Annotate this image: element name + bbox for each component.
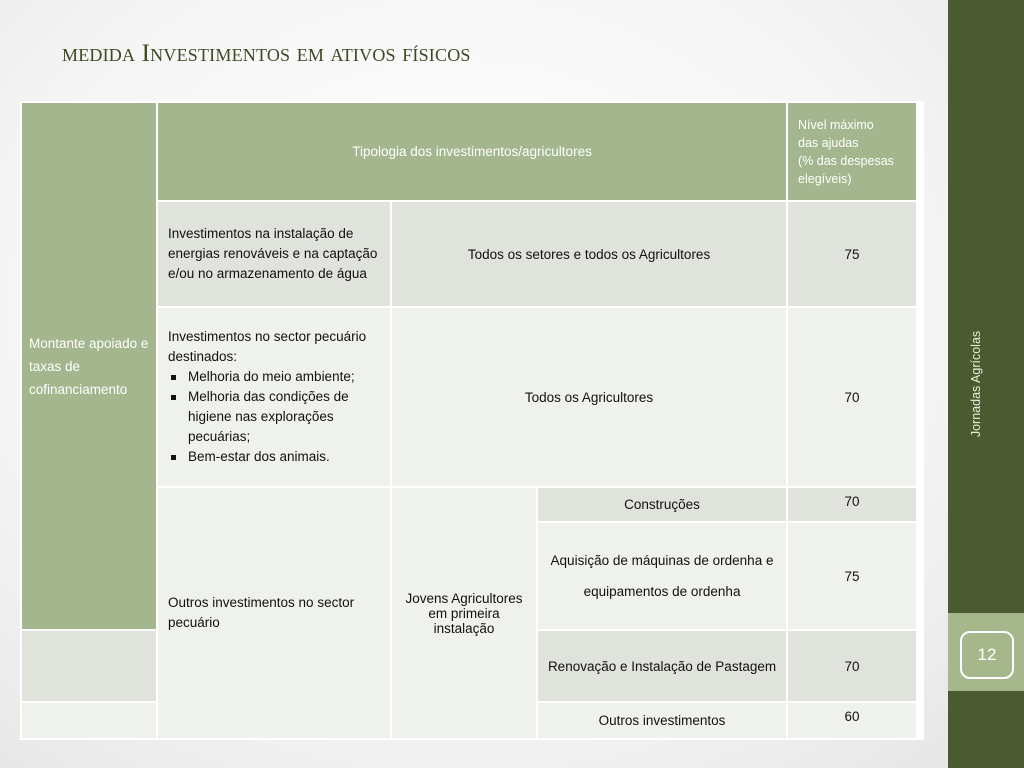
list-item [168, 447, 382, 467]
sub-item-label: Renovação e Instalação de Pastagem [537, 630, 787, 702]
row2-type-cell [157, 307, 391, 487]
bullet-square-icon [171, 455, 176, 460]
list-item-text: Melhoria das condições de higiene nas explorações pecuárias; [188, 389, 349, 444]
sub-item-value: 75 [787, 522, 917, 630]
row1-value-cell: 75 [787, 201, 917, 307]
sub-item-value: 70 [787, 487, 917, 522]
header-typology: Tipologia dos investimentos/agricultores [157, 102, 787, 201]
list-item [168, 387, 382, 447]
row-header-cell: Montante apoiado e taxas de cofinanciamento [21, 102, 157, 630]
side-label: Jornadas Agrícolas [969, 330, 983, 438]
row2-intro: Investimentos no sector pecuário destinados: [168, 329, 367, 364]
list-item-text: Melhoria do meio ambiente; [188, 369, 355, 384]
header-max-aid-line: (% das despesas [798, 153, 894, 168]
list-item [168, 367, 382, 387]
header-max-aid-line: Nível máximo [798, 117, 874, 132]
sub-item-label: Construções [537, 487, 787, 522]
header-max-aid-line: elegíveis) [798, 171, 852, 186]
support-table [20, 101, 918, 740]
header-max-aid-line: das ajudas [798, 135, 859, 150]
header-max-aid [787, 102, 917, 201]
slide-title: medida Investimentos em ativos físicos [62, 40, 471, 67]
support-table-container [20, 101, 924, 740]
row3-type-cell: Outros investimentos no sector pecuário [157, 487, 391, 739]
row2-bullet-list [168, 367, 382, 467]
sub-item-label: Outros investimentos [537, 702, 787, 739]
row3-beneficiaries-cell: Jovens Agricultores em primeira instalação [391, 487, 537, 739]
table-header-row [21, 102, 917, 201]
sub-item-label: Aquisição de máquinas de ordenha e equipamentos de ordenha [537, 522, 787, 630]
row2-value-cell: 70 [787, 307, 917, 487]
bullet-square-icon [171, 375, 176, 380]
bullet-square-icon [171, 395, 176, 400]
list-item-text: Bem-estar dos animais. [188, 449, 330, 464]
sub-item-value: 60 [787, 702, 917, 739]
row1-type-cell: Investimentos na instalação de energias renováveis e na captação e/ou no armazenamento de água [157, 201, 391, 307]
row2-beneficiaries-cell: Todos os Agricultores [391, 307, 787, 487]
sub-item-value: 70 [787, 630, 917, 702]
row1-beneficiaries-cell: Todos os setores e todos os Agricultores [391, 201, 787, 307]
page-number: 12 [977, 645, 997, 664]
